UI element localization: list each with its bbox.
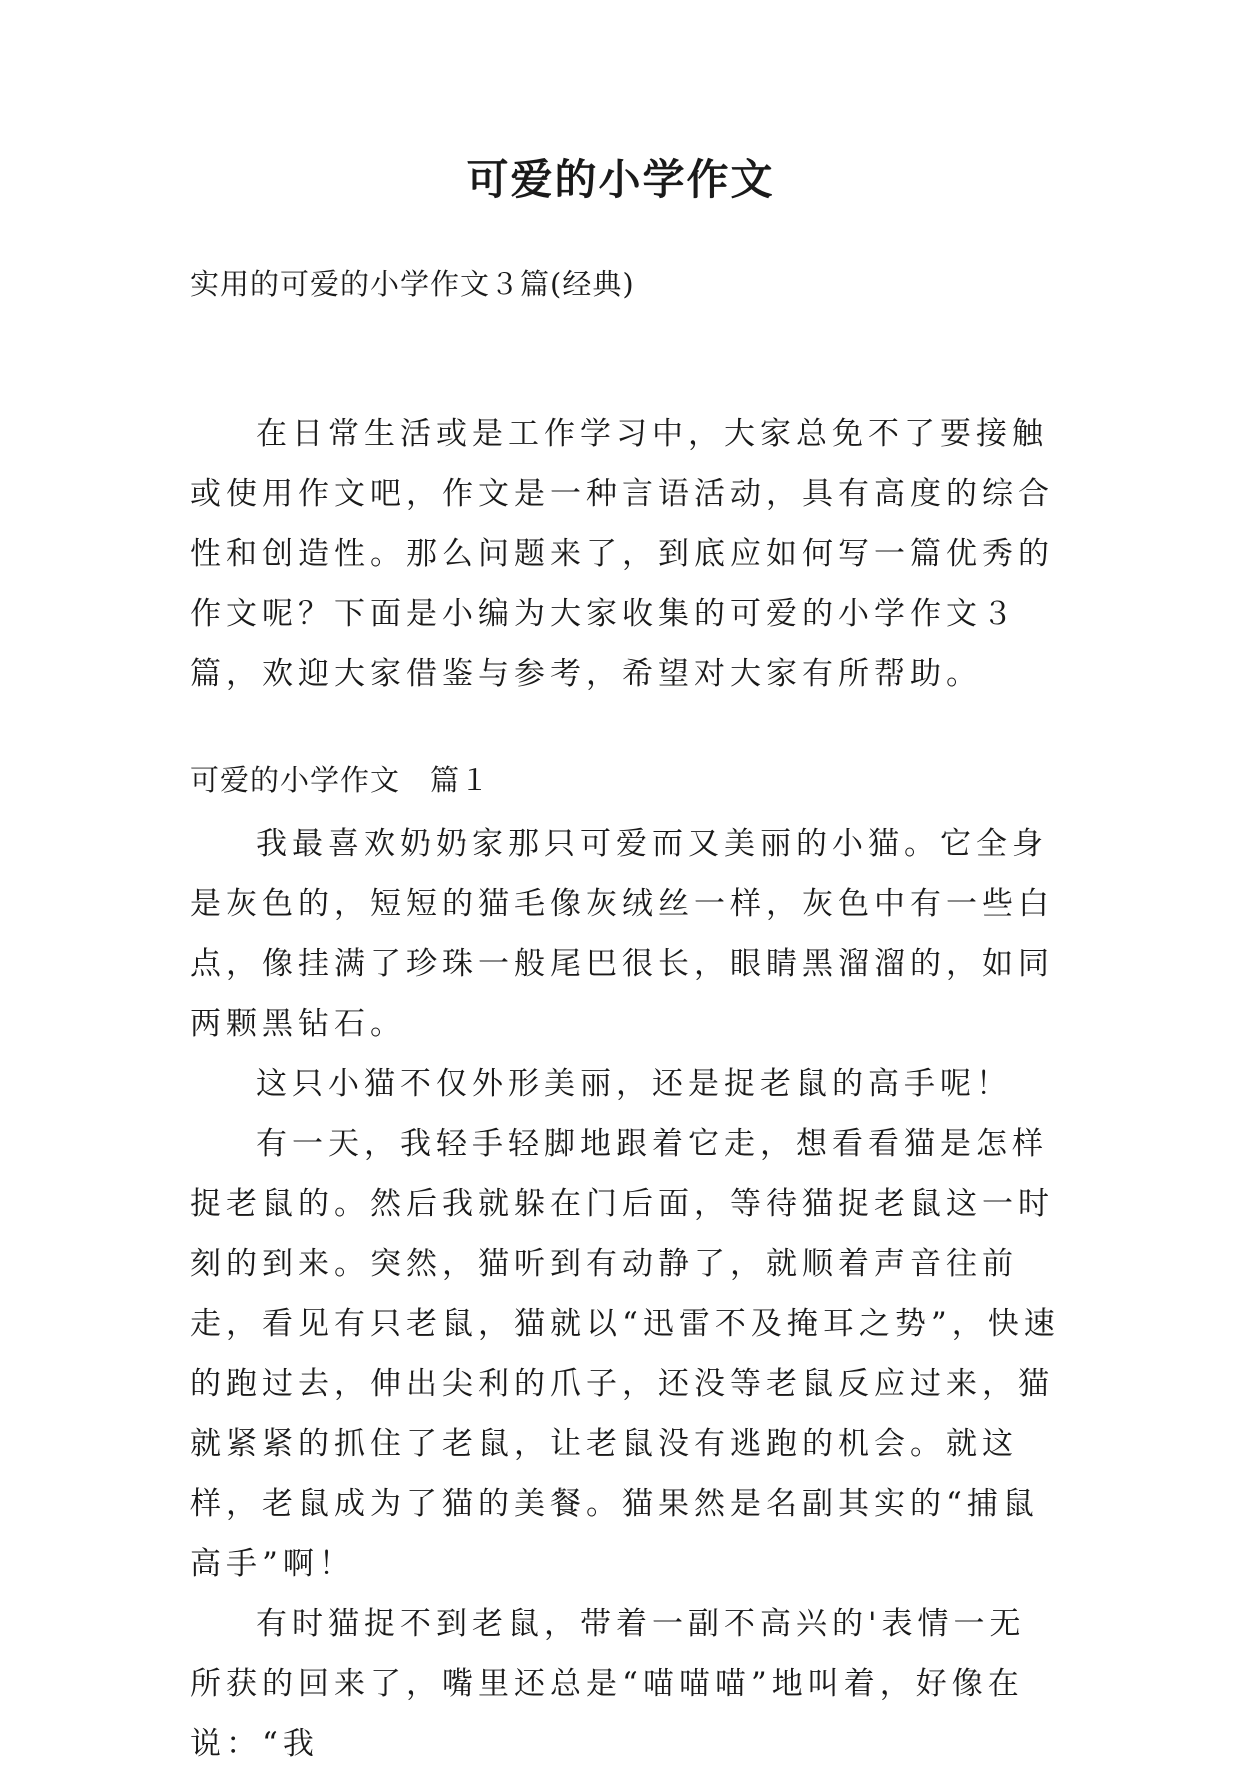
body-paragraph: 有时猫捉不到老鼠，带着一副不高兴的'表情一无所获的回来了，嘴里还总是“喵喵喵”地叫着，好像在说：“我: [190, 1606, 1026, 1762]
body-paragraph: 有一天，我轻手轻脚地跟着它走，想看看猫是怎样捉老鼠的。然后我就躲在门后面，等待猫捉老鼠这一时刻的到来。突然，猫听到有动静了，就顺着声音往前走，看见有只老鼠，猫就以“迅雷不及掩耳之势”，快速的跑过去，伸出尖利的爪子，还没等老鼠反应过来，猫就紧紧的抓住了老鼠，让老鼠没有逃跑的机会。就这样，老鼠成为了猫的美餐。猫果然是名副其实的“捕鼠高手”啊！: [190, 1126, 1060, 1582]
intro-section: [190, 404, 1060, 704]
section-heading: 可爱的小学作文 篇１: [190, 763, 491, 797]
page-title: 可爱的小学作文: [466, 155, 775, 204]
body-paragraph: 这只小猫不仅外形美丽，还是捉老鼠的高手呢！: [256, 1066, 1012, 1102]
section-body: [190, 814, 1060, 1774]
intro-paragraph: 在日常生活或是工作学习中，大家总免不了要接触或使用作文吧，作文是一种言语活动，具有高度的综合性和创造性。那么问题来了，到底应如何写一篇优秀的作文呢？下面是小编为大家收集的可爱的小学作文３篇，欢迎大家借鉴与参考，希望对大家有所帮助。: [190, 416, 1054, 692]
body-paragraph: 我最喜欢奶奶家那只可爱而又美丽的小猫。它全身是灰色的，短短的猫毛像灰绒丝一样，灰色中有一些白点，像挂满了珍珠一般尾巴很长，眼睛黑溜溜的，如同两颗黑钻石。: [190, 826, 1054, 1042]
document-subtitle: 实用的可爱的小学作文３篇(经典): [190, 267, 635, 301]
